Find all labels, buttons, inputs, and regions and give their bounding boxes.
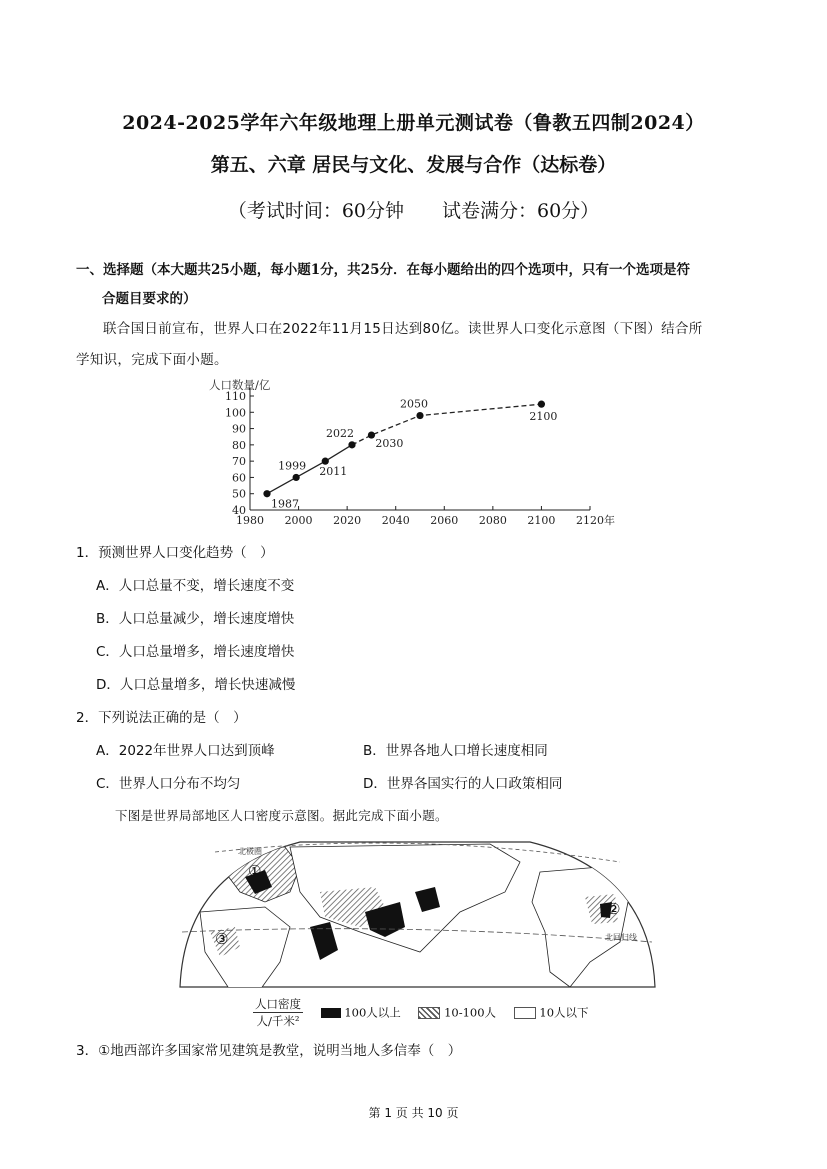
intro1-line2: 学知识，完成下面小题。 <box>76 352 228 368</box>
chart-x-axis-label: 年 <box>604 514 615 527</box>
chart-y-tick-label: 40 <box>232 504 246 517</box>
arctic-circle-label: 北极圈 <box>238 847 262 856</box>
intro-paragraph-1 <box>76 314 756 376</box>
chart-y-tick-label: 80 <box>232 438 246 452</box>
chart-x-tick-label: 2120 <box>576 514 604 527</box>
legend-title-bottom: 人/千米² <box>256 1014 300 1028</box>
map-marker-3: ③ <box>215 930 229 948</box>
exam-subtitle: 第五、六章 居民与文化、发展与合作（达标卷） <box>210 154 617 176</box>
population-density-map <box>160 832 665 990</box>
q2-option-d[interactable]: D．世界各国实行的人口政策相同 <box>363 776 563 792</box>
chart-x-tick-label: 2020 <box>333 514 362 527</box>
chart-point <box>293 474 300 481</box>
chart-y-tick-label: 110 <box>225 390 246 403</box>
chart-point <box>348 441 355 448</box>
map-marker-2: ② <box>607 900 621 918</box>
q2-option-a[interactable]: A．2022年世界人口达到顶峰 <box>96 743 275 759</box>
map-marker-1: ① <box>248 862 262 880</box>
chart-point <box>368 431 375 438</box>
legend-label-medium: 10-100人 <box>444 1005 497 1020</box>
chart-x-tick-label: 1980 <box>236 514 264 527</box>
q1-option-d[interactable]: D．人口总量增多，增长快速减慢 <box>96 677 296 693</box>
section-heading-line2: 合题目要求的） <box>102 291 197 307</box>
chart-point <box>263 490 270 497</box>
chart-x-tick-label: 2060 <box>430 514 459 527</box>
chart-point-label: 2030 <box>375 437 404 451</box>
exam-time-score: （考试时间：60分钟 试卷满分：60分） <box>227 200 600 222</box>
exam-title: 2024-2025学年六年级地理上册单元测试卷（鲁教五四制2024） <box>122 112 705 134</box>
legend-label-sparse: 10人以下 <box>539 1005 589 1020</box>
section-heading-line1: 一、选择题（本大题共25小题，每小题1分，共25分．在每小题给出的四个选项中，只有一个选项是符 <box>76 262 690 278</box>
section-heading <box>76 256 756 314</box>
population-chart <box>205 378 625 530</box>
legend-title <box>253 996 303 1029</box>
legend-title-top: 人口密度 <box>255 997 301 1011</box>
legend-swatch-sparse <box>514 1007 536 1019</box>
intro1-line1: 联合国日前宣布，世界人口在2022年11月15日达到80亿。读世界人口变化示意图（下图）结合所 <box>103 321 703 337</box>
chart-point-label: 2011 <box>319 465 348 479</box>
legend-swatch-medium <box>418 1007 440 1019</box>
chart-y-tick-label: 70 <box>232 455 246 469</box>
q2-option-b[interactable]: B．世界各地人口增长速度相同 <box>363 743 548 759</box>
chart-y-tick-label: 50 <box>232 487 246 501</box>
chart-y-tick-label: 90 <box>232 422 246 436</box>
chart-point-label: 2100 <box>529 410 558 424</box>
chart-x-tick-label: 2000 <box>284 514 313 527</box>
chart-point <box>538 401 545 408</box>
q2-option-c[interactable]: C．世界人口分布不均匀 <box>96 776 241 792</box>
chart-x-tick-label: 2040 <box>381 514 410 527</box>
legend-swatch-dense <box>321 1008 341 1018</box>
chart-point <box>322 458 329 465</box>
legend-label-dense: 100人以上 <box>344 1005 401 1020</box>
intro-paragraph-2: 下图是世界局部地区人口密度示意图。据此完成下面小题。 <box>115 808 448 823</box>
chart-point-label: 2022 <box>326 426 354 440</box>
chart-x-tick-label: 2100 <box>527 514 556 527</box>
q1-option-b[interactable]: B．人口总量减少，增长速度增快 <box>96 611 295 627</box>
chart-point <box>416 412 423 419</box>
question-2-stem: 2．下列说法正确的是（ ） <box>76 710 247 726</box>
chart-point-label: 1999 <box>278 459 307 473</box>
question-3-stem: 3．①地西部许多国家常见建筑是教堂，说明当地人多信奉（ ） <box>76 1043 462 1059</box>
q1-option-c[interactable]: C．人口总量增多，增长速度增快 <box>96 644 295 660</box>
chart-point-label: 1987 <box>271 497 299 511</box>
page-footer: 第 1 页 共 10 页 <box>368 1106 459 1120</box>
q1-option-a[interactable]: A．人口总量不变，增长速度不变 <box>96 578 295 594</box>
question-1-stem: 1．预测世界人口变化趋势（ ） <box>76 545 274 561</box>
chart-x-tick-label: 2080 <box>478 514 507 527</box>
chart-y-tick-label: 100 <box>225 406 246 420</box>
map-legend <box>253 996 589 1029</box>
chart-y-tick-label: 60 <box>232 471 246 485</box>
chart-y-axis-label: 人口数量/亿 <box>209 378 271 392</box>
chart-point-label: 2050 <box>400 397 428 411</box>
tropic-label: 北回归线 <box>605 933 637 942</box>
